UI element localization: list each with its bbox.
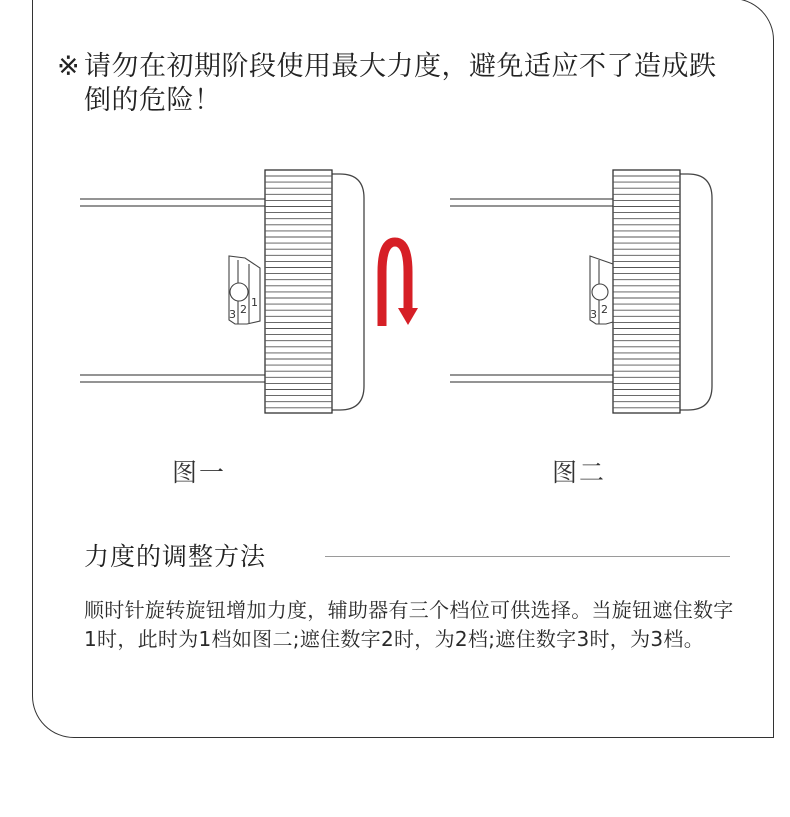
figure-2-caption: 图二 [552, 458, 607, 487]
section-description: 顺时针旋转旋钮增加力度，辅助器有三个档位可供选择。当旋钮遮住数字1时，此时为1档如图二;遮住数字2时，为2档;遮住数字3时，为3档。 [84, 598, 734, 651]
warning-line-1: 请勿在初期阶段使用最大力度，避免适应不了造成跌 [84, 51, 717, 82]
figure-1-dial-number-2: 2 [240, 303, 247, 316]
figure-1-drawing [80, 170, 364, 413]
figure-1-dial-number-3: 3 [229, 308, 236, 321]
knob-illustrations [0, 150, 790, 430]
figure-2-dial-number-3: 3 [590, 308, 597, 321]
reference-mark: ※ [57, 51, 81, 82]
section-divider [325, 556, 730, 557]
warning-text [57, 50, 747, 118]
rotate-arrow-icon [382, 242, 418, 326]
figure-1-dial-number-1: 1 [251, 296, 258, 309]
figure-1-caption: 图一 [172, 458, 227, 487]
figure-2-dial-number-2: 2 [601, 303, 608, 316]
warning-line-2: 倒的危险！ [84, 85, 222, 116]
figure-2-drawing [450, 170, 712, 413]
section-title: 力度的调整方法 [84, 542, 267, 571]
